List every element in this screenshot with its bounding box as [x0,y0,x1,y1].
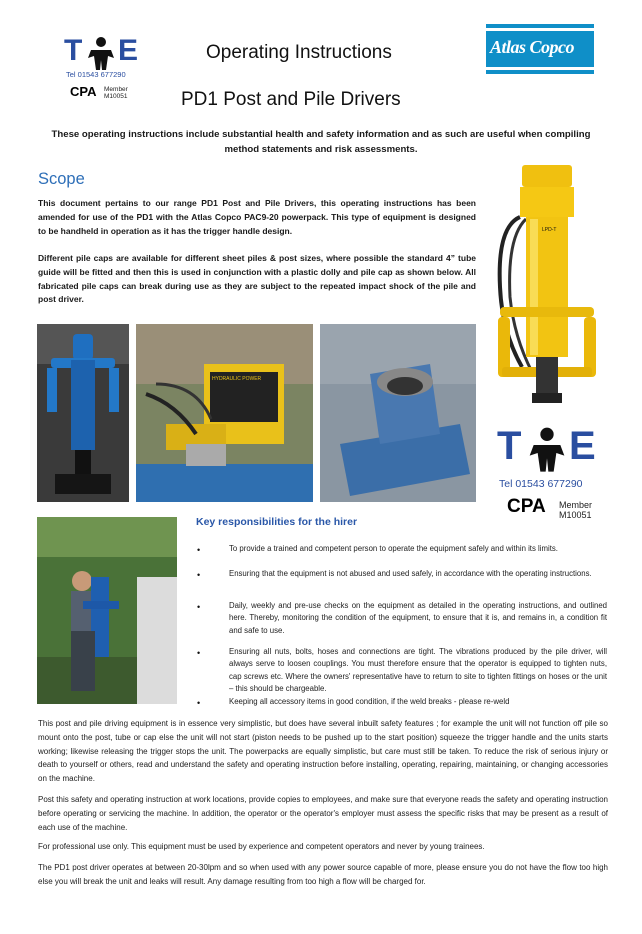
powerpack-label: HYDRAULIC POWER [212,376,262,382]
atlas-copco-logo [486,24,594,74]
logo-phone: Tel 01543 677290 [66,70,126,79]
logo-side-phone: Tel 01543 677290 [499,478,583,490]
operator-photo [37,517,177,704]
company-logo-side [497,424,607,534]
page-title: Operating Instructions [206,42,392,63]
cpa-side-member [559,500,592,521]
list-item [197,568,607,580]
page-subtitle: PD1 Post and Pile Drivers [181,89,401,110]
body-paragraph-3: For professional use only. This equipment must be used by experience and competent operators and never by young trainees. [38,842,485,851]
scope-paragraph-2: Different pile caps are available for different sheet piles & post sizes, where possible the standard 4” tube guide will be fitted and then this is used in conjunction with a plastic dolly and pile cap as shown below. All fabricated pile caps can break during use as they are subject to the repeated impact shock of the pile and post driver. [38,253,476,305]
intro-text [30,128,612,158]
body-paragraph-2: Post this safety and operating instruction at work locations, provide copies to employees, and make sure that everyone reads the safety and operating instruction before operating or servicing the machine. In addition, the operator or the operator's employer must assess the specific risks that may be present as a result of each use of the machine. [38,795,608,832]
blue-driver-photo [37,324,129,502]
bullet-icon: • [197,648,201,658]
responsibility-text-5: Keeping all accessory items in good condition, if the weld breaks - please re-weld [229,697,510,706]
scope-heading: Scope [38,170,85,188]
member-side-label: Member [559,500,593,510]
logo-side-letter-e: E [569,424,597,468]
list-item [197,543,607,555]
bullet-icon: • [197,698,201,708]
responsibility-text-1: To provide a trained and competent person to operate the equipment safely and within its limits. [229,544,558,553]
cpa-text: CPA [70,84,97,99]
ninja-icon [527,426,567,472]
member-side-number: M10051 [559,510,592,521]
member-label: Member [104,86,128,93]
product-label: LPD-T [542,227,557,233]
pile-cap-photo [320,324,476,502]
member-number: M10051 [104,93,128,101]
cpa-member [104,86,128,101]
responsibility-text-2: Ensuring that the equipment is not abused and used safely, in accordance with the operating instructions. [229,569,592,578]
cpa-logo [70,84,100,100]
bullet-icon: • [197,545,201,555]
cpa-side-text: CPA [507,496,546,517]
pile-driver-product-photo [492,157,602,417]
body-paragraph-4: The PD1 post driver operates at between 20-30lpm and so when used with any power source capable of more, please ensure you do not have the flow too high else you will break the unit and leaks will result. Any damage resulting from too high a flow will be charged for. [38,863,608,886]
company-logo-top [64,34,144,114]
responsibility-text-4: Ensuring all nuts, bolts, hoses and connections are tight. The vibrations produced by the pile driver, will always serve to loosen couplings. You must therefore ensure that the operator is equipped to tighten nuts, cap screws etc. Where the owners' representative have to return to site to tighten fittings on hoses or the unit – this should be chargeable. [229,647,607,694]
scope-paragraph-1: This document pertains to our range PD1 Post and Pile Drivers, this operating instructions has been amended for use of the PD1 with the Atlas Copco PAC9-20 powerpack. This type of equipment is designed to be handheld in operation as it has the trigger handle design. [38,198,476,236]
logo-side-letter-t: T [497,424,523,468]
list-item [197,646,607,696]
list-item [197,696,607,708]
logo-letter-t: T [64,34,84,67]
responsibility-text-3: Daily, weekly and pre-use checks on the equipment as detailed in the operating instructions, and outlined here. Thereby, monitoring the condition of the equipment, to ensure that it is, and remains in, a condition fit and safe to use. [229,601,607,635]
intro-line-1: These operating instructions include substantial health and safety information and as such are useful when compiling [51,129,591,140]
bullet-icon: • [197,570,201,580]
list-item [197,600,607,637]
atlas-copco-text: Atlas Copco [490,37,575,57]
powerpack-photo [136,324,313,502]
intro-line-2: method statements and risk assessments. [224,143,418,155]
logo-letter-e: E [118,34,140,67]
body-paragraph-1: This post and pile driving equipment is in essence very simplistic, but does have several inbuilt safety features ; for example the unit will not function off pile so mount onto the post, tube or cap else the unit will not start (piston needs to be pushed up to the start position) squeeze the trigger handle and the units starts working; likewise releasing the trigger stops the unit. The powerpacks are equally simplistic, but care must still be taken. To reduce the risk of serious injury or death to yourself or others, read and understand the safety and operating instruction before installing, operating, repairing, maintaining, or changing accessories on the machine. [38,719,608,783]
bullet-icon: • [197,602,201,612]
ninja-icon [86,36,116,70]
key-responsibilities-heading: Key responsibilities for the hirer [196,516,358,528]
